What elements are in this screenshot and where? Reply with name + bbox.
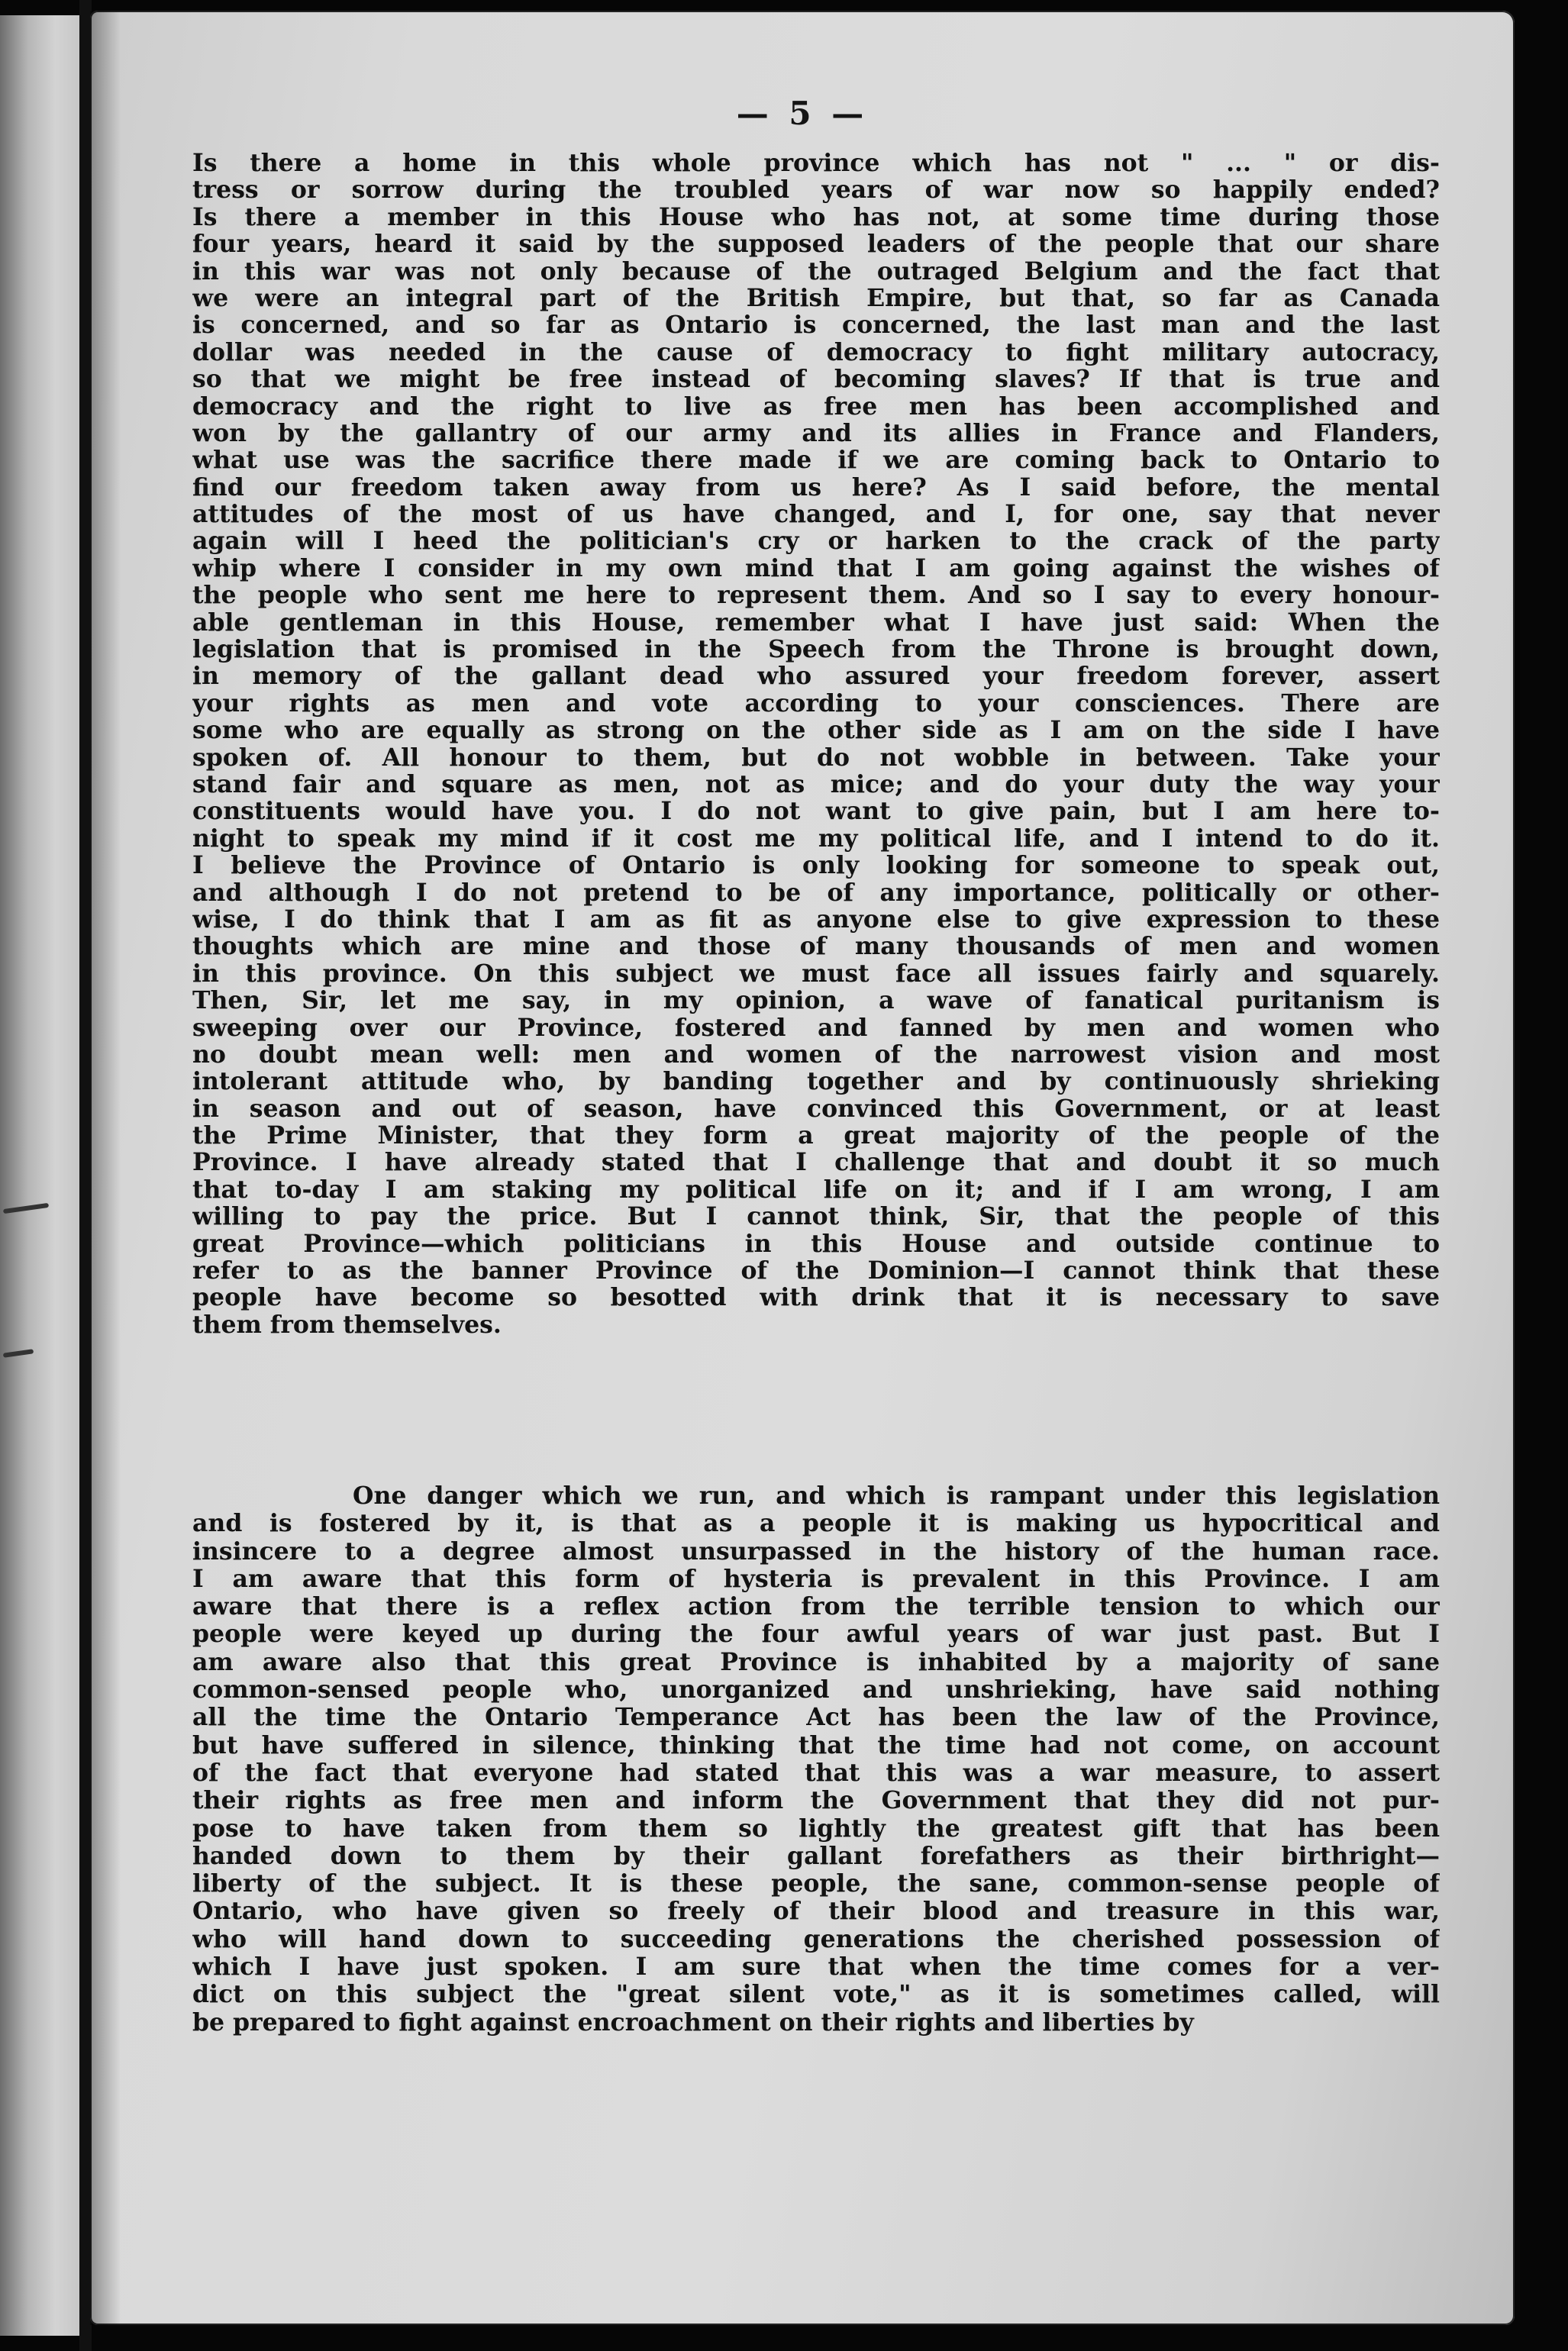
text-line: attitudes of the most of us have changed, and I, for one, say that never (192, 501, 1440, 528)
text-line: won by the gallantry of our army and its allies in France and Flanders, (192, 419, 1440, 447)
text-line: of the fact that everyone had stated that this was a war measure, to assert (192, 1759, 1440, 1787)
text-line: thoughts which are mine and those of many thousands of men and women (192, 933, 1440, 960)
text-line: four years, heard it said by the supposed leaders of the people that our share (192, 231, 1440, 258)
text-line: insincere to a degree almost unsurpassed in the history of the human race. (192, 1537, 1440, 1566)
text-line: find our freedom taken away from us here? As I said before, the mental (192, 473, 1440, 501)
text-line: dict on this subject the "great silent vote," as it is sometimes called, will (192, 1981, 1440, 2009)
text-line: in season and out of season, have convinced this Government, or at least (192, 1095, 1440, 1123)
text-line: refer to as the banner Province of the Dominion—I cannot think that these (192, 1257, 1440, 1285)
text-line: Province. I have already stated that I challenge that and doubt it so much (192, 1149, 1440, 1176)
text-line: no doubt mean well: men and women of the narrowest vision and most (192, 1040, 1440, 1069)
text-line: Then, Sir, let me say, in my opinion, a wave of fanatical puritanism is (192, 987, 1440, 1014)
text-line: the people who sent me here to represent them. And so I say to every honour- (192, 582, 1440, 609)
text-line: able gentleman in this House, remember what I have just said: When the (192, 608, 1440, 637)
text-line: and although I do not pretend to be of any importance, politically or other- (192, 879, 1440, 906)
text-line: common-sensed people who, unorganized and unshrieking, have said nothing (192, 1676, 1440, 1704)
margin-mark (3, 1203, 49, 1214)
text-line: constituents would have you. I do not want to give pain, but I am here to- (192, 798, 1440, 825)
text-line: night to speak my mind if it cost me my political life, and I intend to do it. (192, 824, 1440, 853)
text-line: pose to have taken from them so lightly the greatest gift that has been (192, 1814, 1440, 1843)
text-line: is concerned, and so far as Ontario is concerned, the last man and the last (192, 311, 1440, 339)
text-line: the Prime Minister, that they form a great majority of the people of the (192, 1122, 1440, 1150)
text-line: I believe the Province of Ontario is only looking for someone to speak out, (192, 852, 1440, 879)
text-line: them from themselves. (192, 1311, 502, 1339)
text-line: which I have just spoken. I am sure that when the time comes for a ver- (192, 1953, 1440, 1982)
text-line: spoken of. All honour to them, but do not wobble in between. Take your (192, 743, 1440, 771)
text-line: what use was the sacrifice there made if we are coming back to Ontario to (192, 447, 1440, 474)
text-line: I am aware that this form of hysteria is prevalent in this Province. I am (192, 1565, 1440, 1593)
text-line: great Province—which politicians in this House and outside continue to (192, 1230, 1440, 1258)
text-line: so that we might be free instead of becoming slaves? If that is true and (192, 366, 1440, 393)
text-line: and is fostered by it, is that as a people it is making us hypocritical and (192, 1510, 1440, 1538)
page-number: — 5 — (736, 95, 869, 132)
text-line: people were keyed up during the four awful years of war just past. But I (192, 1621, 1440, 1649)
text-line: tress or sorrow during the troubled years of war now so happily ended? (192, 176, 1440, 204)
text-line: intolerant attitude who, by banding together and by continuously shrieking (192, 1068, 1440, 1095)
text-line: all the time the Ontario Temperance Act has been the law of the Province, (192, 1704, 1440, 1732)
margin-mark (3, 1349, 34, 1358)
text-line: whip where I consider in my own mind that I am going against the wishes of (192, 554, 1440, 582)
text-line: be prepared to fight against encroachment on their rights and liberties by (192, 2008, 1194, 2037)
text-line: am aware also that this great Province is inhabited by a majority of sane (192, 1648, 1440, 1676)
text-line: legislation that is promised in the Speech from the Throne is brought down, (192, 636, 1440, 663)
text-line: aware that there is a reflex action from the terrible tension to which our (192, 1593, 1440, 1621)
text-line: but have suffered in silence, thinking that the time had not come, on account (192, 1731, 1440, 1759)
text-line: sweeping over our Province, fostered and fanned by men and women who (192, 1014, 1440, 1041)
text-line: people have become so besotted with drink that it is necessary to save (192, 1284, 1440, 1311)
text-line: in this war was not only because of the outraged Belgium and the fact that (192, 257, 1440, 285)
text-line: who will hand down to succeeding generations the cherished possession of (192, 1925, 1440, 1953)
text-line: One danger which we run, and which is rampant under this legislation (353, 1482, 1440, 1510)
text-line: some who are equally as strong on the other side as I am on the side I have (192, 717, 1440, 744)
text-line: Ontario, who have given so freely of their blood and treasure in this war, (192, 1898, 1440, 1926)
text-line: in this province. On this subject we must face all issues fairly and squarely. (192, 959, 1440, 988)
previous-page-edge (0, 15, 79, 2336)
text-line: handed down to them by their gallant forefathers as their birthright— (192, 1842, 1440, 1870)
paragraph-1 (192, 150, 1440, 1338)
text-line: stand fair and square as men, not as mice; and do your duty the way your (192, 770, 1440, 798)
text-line: dollar was needed in the cause of democracy to fight military autocracy, (192, 338, 1440, 366)
text-line: democracy and the right to live as free men has been accomplished and (192, 392, 1440, 420)
text-line: their rights as free men and inform the Government that they did not pur- (192, 1787, 1440, 1815)
text-line: liberty of the subject. It is these people, the sane, common-sense people of (192, 1870, 1440, 1898)
text-line: wise, I do think that I am as fit as anyone else to give expression to these (192, 905, 1440, 934)
text-line: willing to pay the price. But I cannot think, Sir, that the people of this (192, 1203, 1440, 1230)
paragraph-2 (192, 1482, 1440, 2037)
text-line: we were an integral part of the British Empire, but that, so far as Canada (192, 284, 1440, 312)
text-line: in memory of the gallant dead who assured your freedom forever, assert (192, 663, 1440, 690)
text-line: your rights as men and vote according to your consciences. There are (192, 689, 1440, 718)
text-line: again will I heed the politician's cry or harken to the crack of the party (192, 527, 1440, 555)
text-line: Is there a home in this whole province which has not " ... " or dis- (192, 150, 1440, 177)
text-line: that to-day I am staking my political life on it; and if I am wrong, I am (192, 1176, 1440, 1204)
text-line: Is there a member in this House who has not, at some time during those (192, 203, 1440, 231)
